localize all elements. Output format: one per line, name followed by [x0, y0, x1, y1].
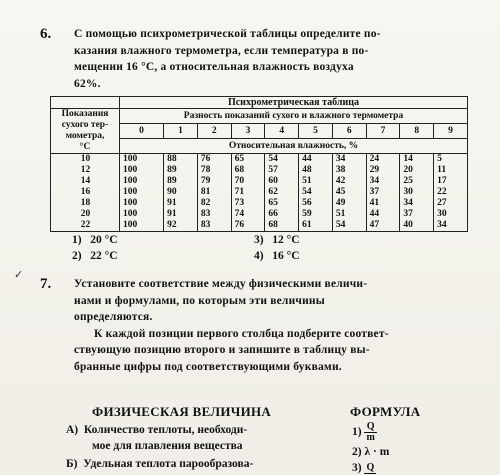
option-1[interactable]: [72, 232, 118, 248]
humidity-column: [332, 154, 366, 232]
humidity-value: 34: [335, 154, 346, 164]
dry-temp-value: 16: [80, 187, 91, 197]
diff-col: 3: [231, 124, 265, 139]
fraction: [364, 422, 376, 443]
humidity-value: 100: [123, 187, 138, 197]
diff-col: 8: [400, 124, 434, 139]
humidity-value: 45: [335, 187, 346, 197]
humidity-value: 17: [437, 176, 447, 186]
humidity-value: 91: [167, 209, 177, 219]
humidity-value: 82: [200, 198, 211, 208]
humidity-value: 38: [335, 165, 346, 175]
humidity-value: 41: [369, 198, 380, 208]
humidity-column: [120, 154, 164, 232]
item-line: Количество теплоты, необходи-: [83, 424, 248, 436]
diff-col: 2: [197, 124, 231, 139]
humidity-value: 60: [268, 176, 278, 186]
humidity-value: 34: [369, 176, 380, 186]
humidity-value: 79: [200, 176, 211, 186]
formula-label: 3): [352, 462, 362, 474]
dry-temp-value: 10: [80, 154, 91, 164]
diff-col: 0: [120, 124, 164, 139]
dry-temp-value: 14: [80, 176, 91, 186]
diff-col: 4: [265, 124, 299, 139]
task7-line: определяются.: [74, 311, 153, 323]
task6-line: С помощью психрометрической таблицы определите по-: [74, 28, 381, 40]
diff-col: 1: [164, 124, 198, 139]
fraction: [364, 463, 376, 474]
option-text: 12 °С: [272, 234, 300, 246]
humidity-value: 70: [234, 176, 245, 186]
row-header-line: Показания: [61, 109, 109, 119]
dry-temp-value: 20: [80, 209, 91, 219]
humidity-value: 68: [234, 165, 245, 175]
humidity-value: 65: [234, 154, 245, 164]
pencil-mark-icon: ✓: [14, 269, 24, 281]
task7-instruction-line: К каждой позиции первого столбца подберите соответ-: [94, 327, 389, 340]
humidity-value: 81: [200, 187, 211, 197]
humidity-value: 54: [335, 220, 346, 230]
row-header-line: °С: [79, 142, 91, 152]
humidity-value: 76: [200, 154, 211, 164]
humidity-column: [265, 154, 299, 232]
humidity-value: 24: [369, 154, 380, 164]
humidity-value: 62: [268, 187, 278, 197]
humidity-value: 65: [268, 198, 278, 208]
humidity-value: 76: [234, 220, 245, 230]
task6-text: [74, 26, 470, 92]
humidity-value: 100: [123, 220, 138, 230]
humidity-value: 92: [167, 220, 177, 230]
humidity-value: 78: [200, 165, 211, 175]
humidity-value: 44: [369, 209, 380, 219]
formula-3: [352, 462, 376, 474]
quantity-item-b: [66, 456, 253, 473]
dry-temp-value: 18: [80, 198, 91, 208]
diff-header: Разность показаний сухого и влажного термометра: [120, 109, 468, 124]
task7-instruction-line: ствующую позицию второго и запишите в таблицу вы-: [74, 344, 370, 356]
diff-col: 6: [332, 124, 366, 139]
humidity-value: 34: [403, 198, 413, 208]
option-label: 3): [254, 234, 264, 246]
humidity-value: 59: [302, 209, 312, 219]
task7-text: [74, 276, 470, 375]
option-label: 1): [72, 234, 82, 246]
humidity-value: 47: [369, 220, 380, 230]
humidity-value: 89: [167, 165, 177, 175]
humidity-column: [231, 154, 265, 232]
humidity-column: [434, 154, 468, 232]
option-2[interactable]: [72, 248, 118, 264]
humidity-value: 51: [302, 176, 312, 186]
table-title: Психрометрическая таблица: [120, 97, 468, 109]
quantity-item-a: [66, 422, 247, 439]
formula-label: 2): [352, 446, 362, 458]
diff-col: 5: [299, 124, 333, 139]
task6-line: 62%.: [74, 77, 101, 90]
item-line: Удельная теплота парообразова-: [83, 458, 254, 470]
humidity-value: 66: [268, 209, 278, 219]
task6-line: мещении 16 °С, а относительная влажность воздуха: [74, 61, 354, 73]
dry-temp-value: 22: [80, 220, 91, 230]
humidity-value: 34: [437, 220, 447, 230]
humidity-column: [299, 154, 333, 232]
humidity-value: 14: [403, 154, 413, 164]
humidity-value: 54: [302, 187, 312, 197]
humidity-value: 42: [335, 176, 346, 186]
diff-col: 9: [434, 124, 468, 139]
humidity-column: [366, 154, 400, 232]
option-text: 20 °С: [90, 234, 118, 246]
dry-temp-value: 12: [80, 165, 91, 175]
humidity-value: 54: [268, 154, 278, 164]
humidity-value: 20: [403, 165, 413, 175]
humidity-value: 56: [302, 198, 312, 208]
humidity-value: 90: [167, 187, 177, 197]
task7-instruction-line: бранные цифры под соответствующими буквами.: [74, 360, 342, 373]
humidity-value: 73: [234, 198, 245, 208]
humidity-value: 48: [302, 165, 312, 175]
humidity-value: 100: [123, 209, 138, 219]
table-data-row: [51, 154, 468, 232]
fraction-numerator: Q: [364, 422, 376, 433]
psychrometric-table: [50, 96, 468, 232]
row-header-line: мометра,: [65, 131, 105, 141]
task7-number: 7.: [40, 276, 52, 292]
humidity-value: 57: [268, 165, 278, 175]
humidity-value: 51: [335, 209, 346, 219]
humidity-value: 100: [123, 165, 138, 175]
humidity-value: 22: [437, 187, 447, 197]
humidity-column: [164, 154, 198, 232]
fraction-denominator: m: [366, 432, 375, 443]
option-label: 4): [254, 250, 264, 262]
dry-temp-column: [51, 154, 120, 232]
diff-col: 7: [366, 124, 400, 139]
humidity-value: 29: [369, 165, 380, 175]
item-label: А): [66, 424, 79, 436]
humidity-value: 30: [403, 187, 413, 197]
option-label: 2): [72, 250, 82, 262]
humidity-value: 44: [302, 154, 312, 164]
humidity-value: 83: [200, 220, 211, 230]
humidity-value: 100: [123, 154, 138, 164]
fraction-numerator: Q: [366, 461, 375, 473]
humidity-value: 11: [437, 165, 447, 175]
option-4[interactable]: [254, 248, 300, 264]
quantity-item-a-cont: мое для плавления вещества: [92, 440, 243, 452]
option-text: 22 °С: [90, 250, 118, 262]
humidity-value: 40: [403, 220, 413, 230]
row-header-line: сухого тер-: [61, 120, 109, 130]
humidity-column: [197, 154, 231, 232]
humidity-value: 74: [234, 209, 245, 219]
humidity-value: 5: [437, 154, 442, 164]
humidity-value: 68: [268, 220, 278, 230]
humidity-value: 37: [369, 187, 380, 197]
row-header: [51, 109, 120, 154]
task7-line: Установите соответствие между физическими величи-: [74, 278, 368, 290]
column-header-quantity: ФИЗИЧЕСКАЯ ВЕЛИЧИНА: [92, 404, 272, 419]
humidity-value: 25: [403, 176, 413, 186]
humidity-value: 91: [167, 198, 177, 208]
task6-number: 6.: [40, 26, 52, 42]
column-header-formula: ФОРМУЛА: [350, 404, 421, 419]
humidity-value: 61: [302, 220, 312, 230]
humidity-value: 83: [200, 209, 211, 219]
formula-label: 1): [352, 426, 362, 439]
formula-1: [352, 422, 377, 443]
option-3[interactable]: [254, 232, 300, 248]
formula-text: λ · m: [364, 446, 390, 458]
humidity-value: 37: [403, 209, 413, 219]
humidity-value: 27: [437, 198, 447, 208]
humidity-column: [400, 154, 434, 232]
option-text: 16 °С: [272, 250, 300, 262]
humidity-value: 49: [335, 198, 346, 208]
humidity-header: Относительная влажность, %: [120, 139, 468, 154]
humidity-value: 30: [437, 209, 447, 219]
task7-line: нами и формулами, по которым эти величины: [74, 294, 325, 307]
item-label: Б): [66, 458, 78, 470]
humidity-value: 88: [167, 154, 177, 164]
humidity-value: 100: [123, 198, 138, 208]
humidity-value: 71: [234, 187, 245, 197]
formula-2: [352, 446, 389, 458]
humidity-value: 100: [123, 176, 138, 186]
task6-line: казания влажного термометра, если температура в по-: [74, 44, 369, 57]
humidity-value: 89: [167, 176, 177, 186]
